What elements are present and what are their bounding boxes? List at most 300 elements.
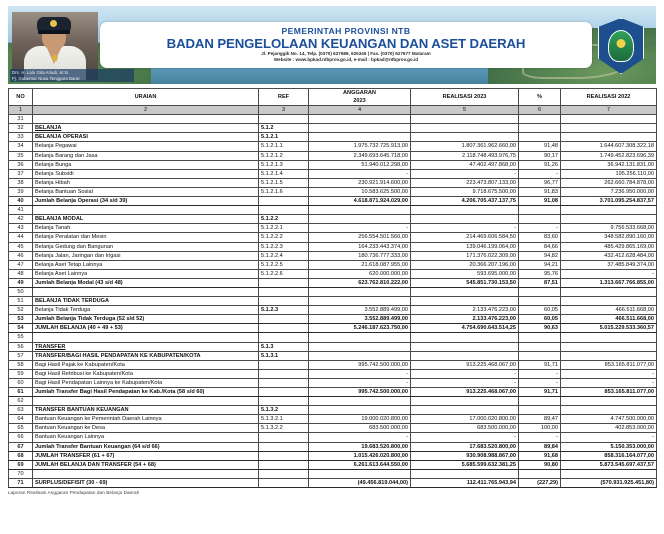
- cell-no: 59: [9, 369, 33, 378]
- table-row: [9, 315, 657, 324]
- cell-no: 36: [9, 160, 33, 169]
- table-row: [9, 388, 657, 397]
- cell-realisasi2022: 1.313.667.766.855,00: [561, 278, 657, 287]
- cell-realisasi2022: [561, 215, 657, 224]
- cell-realisasi2022: 402.853.000,00: [561, 424, 657, 433]
- cell-no: 37: [9, 169, 33, 178]
- crest-inner: [608, 30, 634, 62]
- cell-no: 57: [9, 351, 33, 360]
- cell-ref: [259, 469, 309, 478]
- cell-no: 49: [9, 278, 33, 287]
- table-row: [9, 406, 657, 415]
- cell-ref: [259, 478, 309, 487]
- cell-no: 52: [9, 306, 33, 315]
- cell-persen: [519, 215, 561, 224]
- cell-realisasi2023: 17.683.520.800,00: [411, 442, 519, 451]
- cell-no: 40: [9, 197, 33, 206]
- colnum-2: 2: [33, 106, 259, 115]
- cell-realisasi2023: 20.366.207.196,00: [411, 260, 519, 269]
- cell-realisasi2023: 112.411.765.943,94: [411, 478, 519, 487]
- cell-persen: -: [519, 169, 561, 178]
- cell-realisasi2022: 7.236.950.000,00: [561, 187, 657, 196]
- cell-persen: 95,76: [519, 269, 561, 278]
- cell-uraian: TRANSFER/BAGI HASIL PENDAPATAN KE KABUPATEN/KOTA: [33, 351, 259, 360]
- cell-realisasi2022: -: [561, 433, 657, 442]
- cell-anggaran: 3.552.889.499,00: [309, 306, 411, 315]
- cell-anggaran: 5.246.187.623.750,00: [309, 324, 411, 333]
- cell-no: 47: [9, 260, 33, 269]
- colnum-3: 3: [259, 106, 309, 115]
- cell-persen: 60,05: [519, 306, 561, 315]
- cell-persen: 91,71: [519, 360, 561, 369]
- cell-persen: [519, 342, 561, 351]
- cell-persen: 100,00: [519, 424, 561, 433]
- cell-persen: 87,51: [519, 278, 561, 287]
- cell-realisasi2022: [561, 406, 657, 415]
- cell-realisasi2023: [411, 351, 519, 360]
- cell-realisasi2023: 913.225.468.067,00: [411, 360, 519, 369]
- cell-ref: [259, 287, 309, 296]
- cell-realisasi2023: 5.685.599.632.381,25: [411, 460, 519, 469]
- cell-realisasi2022: -: [561, 369, 657, 378]
- cell-uraian: BELANJA MODAL: [33, 215, 259, 224]
- table-row: [9, 397, 657, 406]
- cell-no: 54: [9, 324, 33, 333]
- cell-anggaran: [309, 215, 411, 224]
- cell-no: 35: [9, 151, 33, 160]
- banner-title-box: [100, 22, 592, 68]
- cell-uraian: Belanja Aset Tetap Lainnya: [33, 260, 259, 269]
- cell-realisasi2022: 1.644.607.308.322,18: [561, 142, 657, 151]
- table-row: [9, 224, 657, 233]
- cell-anggaran: [309, 287, 411, 296]
- table-row: [9, 169, 657, 178]
- cell-realisasi2023: 1.807.361.962.660,00: [411, 142, 519, 151]
- cell-realisasi2023: 223.473.807.133,00: [411, 178, 519, 187]
- table-row: [9, 124, 657, 133]
- cell-realisasi2022: -: [561, 269, 657, 278]
- col-header-uraian: URAIAN: [33, 89, 259, 106]
- cell-persen: -: [519, 224, 561, 233]
- cell-persen: -: [519, 378, 561, 387]
- cell-anggaran: -: [309, 378, 411, 387]
- cell-ref: [259, 360, 309, 369]
- table-row: [9, 206, 657, 215]
- cell-uraian: Belanja Hibah: [33, 178, 259, 187]
- table-row: [9, 433, 657, 442]
- cell-ref: [259, 378, 309, 387]
- cell-persen: 90,80: [519, 460, 561, 469]
- cell-anggaran: 180.736.777.333,00: [309, 251, 411, 260]
- col-header-ref: REF: [259, 89, 309, 106]
- cell-no: 66: [9, 433, 33, 442]
- cell-anggaran: [309, 333, 411, 342]
- cell-anggaran: [309, 133, 411, 142]
- governor-name: Drs. H. Lalu Gita Ariadi, M.Si.: [12, 70, 70, 76]
- cell-uraian: Bagi Hasil Pajak ke Kabupaten/Kota: [33, 360, 259, 369]
- cell-ref: 5.1.2.1.6: [259, 187, 309, 196]
- cell-uraian: TRANSFER BANTUAN KEUANGAN: [33, 406, 259, 415]
- table-row: [9, 242, 657, 251]
- cell-no: 67: [9, 442, 33, 451]
- cell-no: 69: [9, 460, 33, 469]
- cell-uraian: [33, 333, 259, 342]
- cell-realisasi2022: 3.701.095.254.837,57: [561, 197, 657, 206]
- cell-persen: [519, 115, 561, 124]
- cell-anggaran: -: [309, 369, 411, 378]
- cell-realisasi2022: 5.015.229.533.360,57: [561, 324, 657, 333]
- cell-persen: 91,48: [519, 142, 561, 151]
- cell-anggaran: -: [309, 169, 411, 178]
- colnum-7: 7: [561, 106, 657, 115]
- cell-persen: -: [519, 369, 561, 378]
- table-row: [9, 369, 657, 378]
- cell-ref: 5.1.2.1.2: [259, 151, 309, 160]
- table-row: [9, 324, 657, 333]
- cell-ref: 5.1.3.2: [259, 406, 309, 415]
- cell-persen: [519, 397, 561, 406]
- cell-no: 48: [9, 269, 33, 278]
- cell-no: 51: [9, 297, 33, 306]
- cell-anggaran: 683.500.000,00: [309, 424, 411, 433]
- cell-anggaran: 51.940.012.298,00: [309, 160, 411, 169]
- table-row: [9, 342, 657, 351]
- cell-uraian: [33, 469, 259, 478]
- cell-no: 56: [9, 342, 33, 351]
- cell-realisasi2022: 5.873.545.697.437,57: [561, 460, 657, 469]
- cell-uraian: Belanja Tanah: [33, 224, 259, 233]
- cell-realisasi2022: [561, 115, 657, 124]
- cell-persen: 91,83: [519, 187, 561, 196]
- table-row: [9, 151, 657, 160]
- cell-ref: [259, 433, 309, 442]
- cell-anggaran: -: [309, 224, 411, 233]
- cell-uraian: Belanja Peralatan dan Mesin: [33, 233, 259, 242]
- cell-realisasi2023: [411, 333, 519, 342]
- cell-realisasi2022: 466.511.668,00: [561, 306, 657, 315]
- cell-realisasi2023: -: [411, 433, 519, 442]
- cell-anggaran: 164.233.443.374,00: [309, 242, 411, 251]
- cell-persen: 90,63: [519, 324, 561, 333]
- table-row: [9, 187, 657, 196]
- cell-anggaran: [309, 469, 411, 478]
- cell-anggaran: 2.349.693.645.718,00: [309, 151, 411, 160]
- cell-uraian: Belanja Barang dan Jasa: [33, 151, 259, 160]
- cell-realisasi2023: 139.046.199.064,00: [411, 242, 519, 251]
- cell-anggaran: 4.618.871.924.029,00: [309, 197, 411, 206]
- cell-uraian: [33, 287, 259, 296]
- cell-realisasi2022: 37.485.849.374,00: [561, 260, 657, 269]
- cell-persen: 84,66: [519, 242, 561, 251]
- cell-uraian: Belanja Tidak Terduga: [33, 306, 259, 315]
- col-header-realisasi-2023: REALISASI 2023: [411, 89, 519, 106]
- cell-ref: 5.1.3.2.2: [259, 424, 309, 433]
- table-row: [9, 442, 657, 451]
- col-header-no: NO: [9, 89, 33, 106]
- cell-no: 63: [9, 406, 33, 415]
- cell-realisasi2023: 171.376.022.309,00: [411, 251, 519, 260]
- cell-anggaran: [309, 206, 411, 215]
- cell-realisasi2022: [561, 342, 657, 351]
- cell-anggaran: 6.261.613.644.550,00: [309, 460, 411, 469]
- table-row: [9, 469, 657, 478]
- cell-ref: [259, 369, 309, 378]
- cell-ref: [259, 451, 309, 460]
- cell-realisasi2022: 853.165.811.077,00: [561, 360, 657, 369]
- cell-anggaran: -: [309, 433, 411, 442]
- cell-realisasi2023: [411, 115, 519, 124]
- cell-persen: (227,29): [519, 478, 561, 487]
- cell-uraian: Jumlah Belanja Operasi (34 s/d 39): [33, 197, 259, 206]
- cell-no: 38: [9, 178, 33, 187]
- cell-persen: 89,84: [519, 442, 561, 451]
- cell-ref: 5.1.2.2.4: [259, 251, 309, 260]
- cell-no: 55: [9, 333, 33, 342]
- cell-uraian: SURPLUS/DEFISIT (30 - 69): [33, 478, 259, 487]
- cell-ref: 5.1.2.1.3: [259, 160, 309, 169]
- cell-no: 62: [9, 397, 33, 406]
- cell-persen: [519, 287, 561, 296]
- cell-anggaran: 10.583.625.500,00: [309, 187, 411, 196]
- cell-anggaran: 256.554.501.560,00: [309, 233, 411, 242]
- table-row: [9, 378, 657, 387]
- cell-uraian: Jumlah Transfer Bagi Hasil Pendapatan ke Kab./Kota (58 s/d 60): [33, 388, 259, 397]
- col-header-anggaran-label: ANGGARAN: [343, 90, 376, 96]
- cell-no: 70: [9, 469, 33, 478]
- cell-no: 61: [9, 388, 33, 397]
- cell-realisasi2023: 2.133.476.223,00: [411, 315, 519, 324]
- org-line2: BADAN PENGELOLAAN KEUANGAN DAN ASET DAERAH: [166, 36, 526, 51]
- cell-realisasi2023: 930.908.988.867,00: [411, 451, 519, 460]
- cell-realisasi2023: -: [411, 369, 519, 378]
- cell-anggaran: 230.921.914.600,00: [309, 178, 411, 187]
- cell-no: 60: [9, 378, 33, 387]
- cell-ref: [259, 388, 309, 397]
- cell-realisasi2023: [411, 469, 519, 478]
- cell-realisasi2022: 36.942.131.831,00: [561, 160, 657, 169]
- cell-realisasi2022: 195.256.110,00: [561, 169, 657, 178]
- cell-persen: 96,77: [519, 178, 561, 187]
- colnum-6: 6: [519, 106, 561, 115]
- table-row: [9, 360, 657, 369]
- table-head: [9, 89, 657, 115]
- cell-anggaran: [309, 115, 411, 124]
- colnum-5: 5: [411, 106, 519, 115]
- cell-no: 41: [9, 206, 33, 215]
- cell-anggaran: 995.742.500.000,00: [309, 388, 411, 397]
- table-row: [9, 297, 657, 306]
- cell-realisasi2023: 2.133.476.223,00: [411, 306, 519, 315]
- cell-realisasi2022: 432.412.628.484,00: [561, 251, 657, 260]
- cell-uraian: BELANJA: [33, 124, 259, 133]
- cell-anggaran: 21.618.087.955,00: [309, 260, 411, 269]
- cell-uraian: Belanja Subsidi: [33, 169, 259, 178]
- cell-persen: [519, 133, 561, 142]
- cell-uraian: Bagi Hasil Retribusi ke Kabupaten/Kota: [33, 369, 259, 378]
- cell-no: 50: [9, 287, 33, 296]
- cell-ref: 5.1.2.1.1: [259, 142, 309, 151]
- cell-uraian: Jumlah Belanja Modal (43 s/d 48): [33, 278, 259, 287]
- cell-uraian: JUMLAH TRANSFER (61 + 67): [33, 451, 259, 460]
- cell-realisasi2023: -: [411, 224, 519, 233]
- table-row: [9, 306, 657, 315]
- org-address: Jl. Pejanggik No. 14, Telp. (0370) 627689, 625345 | Fax. (0370) 627677 Mataram: [261, 51, 431, 56]
- cell-anggaran: 1.975.732.725.913,00: [309, 142, 411, 151]
- cell-realisasi2022: [561, 333, 657, 342]
- cell-anggaran: [309, 342, 411, 351]
- cell-realisasi2022: 853.165.811.077,00: [561, 388, 657, 397]
- cell-anggaran: (49.456.819.044,00): [309, 478, 411, 487]
- cell-realisasi2023: 214.469.606.584,50: [411, 233, 519, 242]
- col-header-anggaran: [309, 89, 411, 106]
- cell-ref: 5.1.2.1.5: [259, 178, 309, 187]
- cell-ref: [259, 197, 309, 206]
- cell-no: 43: [9, 224, 33, 233]
- cell-realisasi2022: [561, 133, 657, 142]
- cell-realisasi2023: 17.000.020.800,00: [411, 415, 519, 424]
- cell-ref: 5.1.2.2.3: [259, 242, 309, 251]
- cell-realisasi2023: 4.754.690.643.514,25: [411, 324, 519, 333]
- cell-realisasi2022: 5.150.353.000,00: [561, 442, 657, 451]
- cell-realisasi2022: -: [561, 378, 657, 387]
- cell-realisasi2023: 545.851.730.153,50: [411, 278, 519, 287]
- cell-persen: [519, 333, 561, 342]
- cell-realisasi2023: -: [411, 378, 519, 387]
- cell-uraian: Jumlah Transfer Bantuan Keuangan (64 s/d 66): [33, 442, 259, 451]
- cell-no: 53: [9, 315, 33, 324]
- cell-realisasi2022: 466.511.668,00: [561, 315, 657, 324]
- cell-uraian: Belanja Aset Lainnya: [33, 269, 259, 278]
- cell-realisasi2022: [561, 124, 657, 133]
- governor-title: Pj. Gubernur Nusa Tenggara Barat: [12, 75, 80, 81]
- cell-anggaran: 623.762.810.222,00: [309, 278, 411, 287]
- cell-anggaran: [309, 124, 411, 133]
- cell-anggaran: 1.015.426.020.800,00: [309, 451, 411, 460]
- cell-realisasi2022: 9.756.533.668,00: [561, 224, 657, 233]
- cell-ref: 5.1.2.2.1: [259, 224, 309, 233]
- cell-persen: 90,17: [519, 151, 561, 160]
- cell-uraian: Bantuan Keuangan ke Pemerintah Daerah Lainnya: [33, 415, 259, 424]
- cell-uraian: Belanja Jalan, Jaringan dan Irigasi: [33, 251, 259, 260]
- cell-ref: 5.1.2.1: [259, 133, 309, 142]
- cell-anggaran: [309, 351, 411, 360]
- cell-realisasi2023: 9.718.675.500,00: [411, 187, 519, 196]
- cell-persen: 91,08: [519, 197, 561, 206]
- footer-note: Laporan Realisasi Anggaran Pendapatan dan Belanja Daerah: [8, 490, 140, 496]
- cell-ref: [259, 297, 309, 306]
- cell-persen: 60,05: [519, 315, 561, 324]
- cell-ref: 5.1.3: [259, 342, 309, 351]
- cell-realisasi2022: [561, 469, 657, 478]
- col-header-realisasi-2022: REALISASI 2022: [561, 89, 657, 106]
- cell-ref: 5.1.2.2.5: [259, 260, 309, 269]
- governor-caption: [10, 69, 134, 82]
- table-row: [9, 451, 657, 460]
- cell-realisasi2023: [411, 133, 519, 142]
- table-row: [9, 269, 657, 278]
- org-line1: PEMERINTAH PROVINSI NTB: [281, 26, 411, 36]
- cell-uraian: JUMLAH BELANJA DAN TRANSFER (54 + 68): [33, 460, 259, 469]
- cell-persen: 94,21: [519, 260, 561, 269]
- colnum-1: 1: [9, 106, 33, 115]
- table-row: [9, 233, 657, 242]
- cell-realisasi2022: 4.747.500.000,00: [561, 415, 657, 424]
- table-row: [9, 142, 657, 151]
- cell-uraian: [33, 397, 259, 406]
- cell-realisasi2023: 2.118.748.493.976,75: [411, 151, 519, 160]
- cell-persen: [519, 297, 561, 306]
- column-number-row: [9, 106, 657, 115]
- cell-anggaran: 3.552.889.499,00: [309, 315, 411, 324]
- cell-uraian: Belanja Pegawai: [33, 142, 259, 151]
- cell-uraian: Jumlah Belanja Tidak Terduga (52 s/d 52): [33, 315, 259, 324]
- cell-anggaran: [309, 406, 411, 415]
- table-row: [9, 278, 657, 287]
- governor-cap-icon: [37, 17, 71, 30]
- cell-no: 71: [9, 478, 33, 487]
- cell-persen: [519, 406, 561, 415]
- cell-realisasi2023: 4.206.705.437.137,75: [411, 197, 519, 206]
- cell-persen: 91,71: [519, 388, 561, 397]
- cell-uraian: BELANJA TIDAK TERDUGA: [33, 297, 259, 306]
- cell-persen: -: [519, 433, 561, 442]
- cell-ref: [259, 333, 309, 342]
- cell-ref: 5.1.2.2.6: [259, 269, 309, 278]
- cell-anggaran: 995.742.500.000,00: [309, 360, 411, 369]
- cell-uraian: Bantuan Keuangan ke Desa: [33, 424, 259, 433]
- table-row: [9, 160, 657, 169]
- cell-realisasi2023: [411, 124, 519, 133]
- cell-uraian: [33, 206, 259, 215]
- table-row: [9, 424, 657, 433]
- cell-uraian: Bagi Hasil Pendapatan Lainnya ke Kabupaten/Kota: [33, 378, 259, 387]
- cell-realisasi2023: [411, 406, 519, 415]
- table-row: [9, 460, 657, 469]
- cell-realisasi2022: 858.316.164.077,00: [561, 451, 657, 460]
- cell-anggaran: [309, 297, 411, 306]
- cell-no: 39: [9, 187, 33, 196]
- table-row: [9, 287, 657, 296]
- cell-ref: 5.1.2: [259, 124, 309, 133]
- table-row: [9, 351, 657, 360]
- cell-ref: [259, 206, 309, 215]
- table-row: [9, 178, 657, 187]
- cell-persen: [519, 206, 561, 215]
- cell-realisasi2023: [411, 297, 519, 306]
- cell-uraian: Belanja Bantuan Sosial: [33, 187, 259, 196]
- cell-realisasi2022: 262.660.784.878,00: [561, 178, 657, 187]
- cell-realisasi2022: 348.582.890.160,00: [561, 233, 657, 242]
- cell-persen: 89,47: [519, 415, 561, 424]
- cell-ref: [259, 278, 309, 287]
- cell-realisasi2022: 1.749.452.823.696,39: [561, 151, 657, 160]
- cell-realisasi2023: 593.695.000,00: [411, 269, 519, 278]
- cell-uraian: [33, 115, 259, 124]
- col-header-persen: %: [519, 89, 561, 106]
- cell-anggaran: 19.683.520.800,00: [309, 442, 411, 451]
- cell-uraian: Belanja Bunga: [33, 160, 259, 169]
- cell-realisasi2023: 47.402.497.868,00: [411, 160, 519, 169]
- cell-ref: 5.1.3.2.1: [259, 415, 309, 424]
- cell-ref: [259, 397, 309, 406]
- cell-no: 65: [9, 424, 33, 433]
- cell-uraian: TRANSFER: [33, 342, 259, 351]
- cell-anggaran: 19.000.020.800,00: [309, 415, 411, 424]
- cell-ref: 5.1.2.3: [259, 306, 309, 315]
- cell-no: 32: [9, 124, 33, 133]
- colnum-4: 4: [309, 106, 411, 115]
- cell-realisasi2023: 683.500.000,00: [411, 424, 519, 433]
